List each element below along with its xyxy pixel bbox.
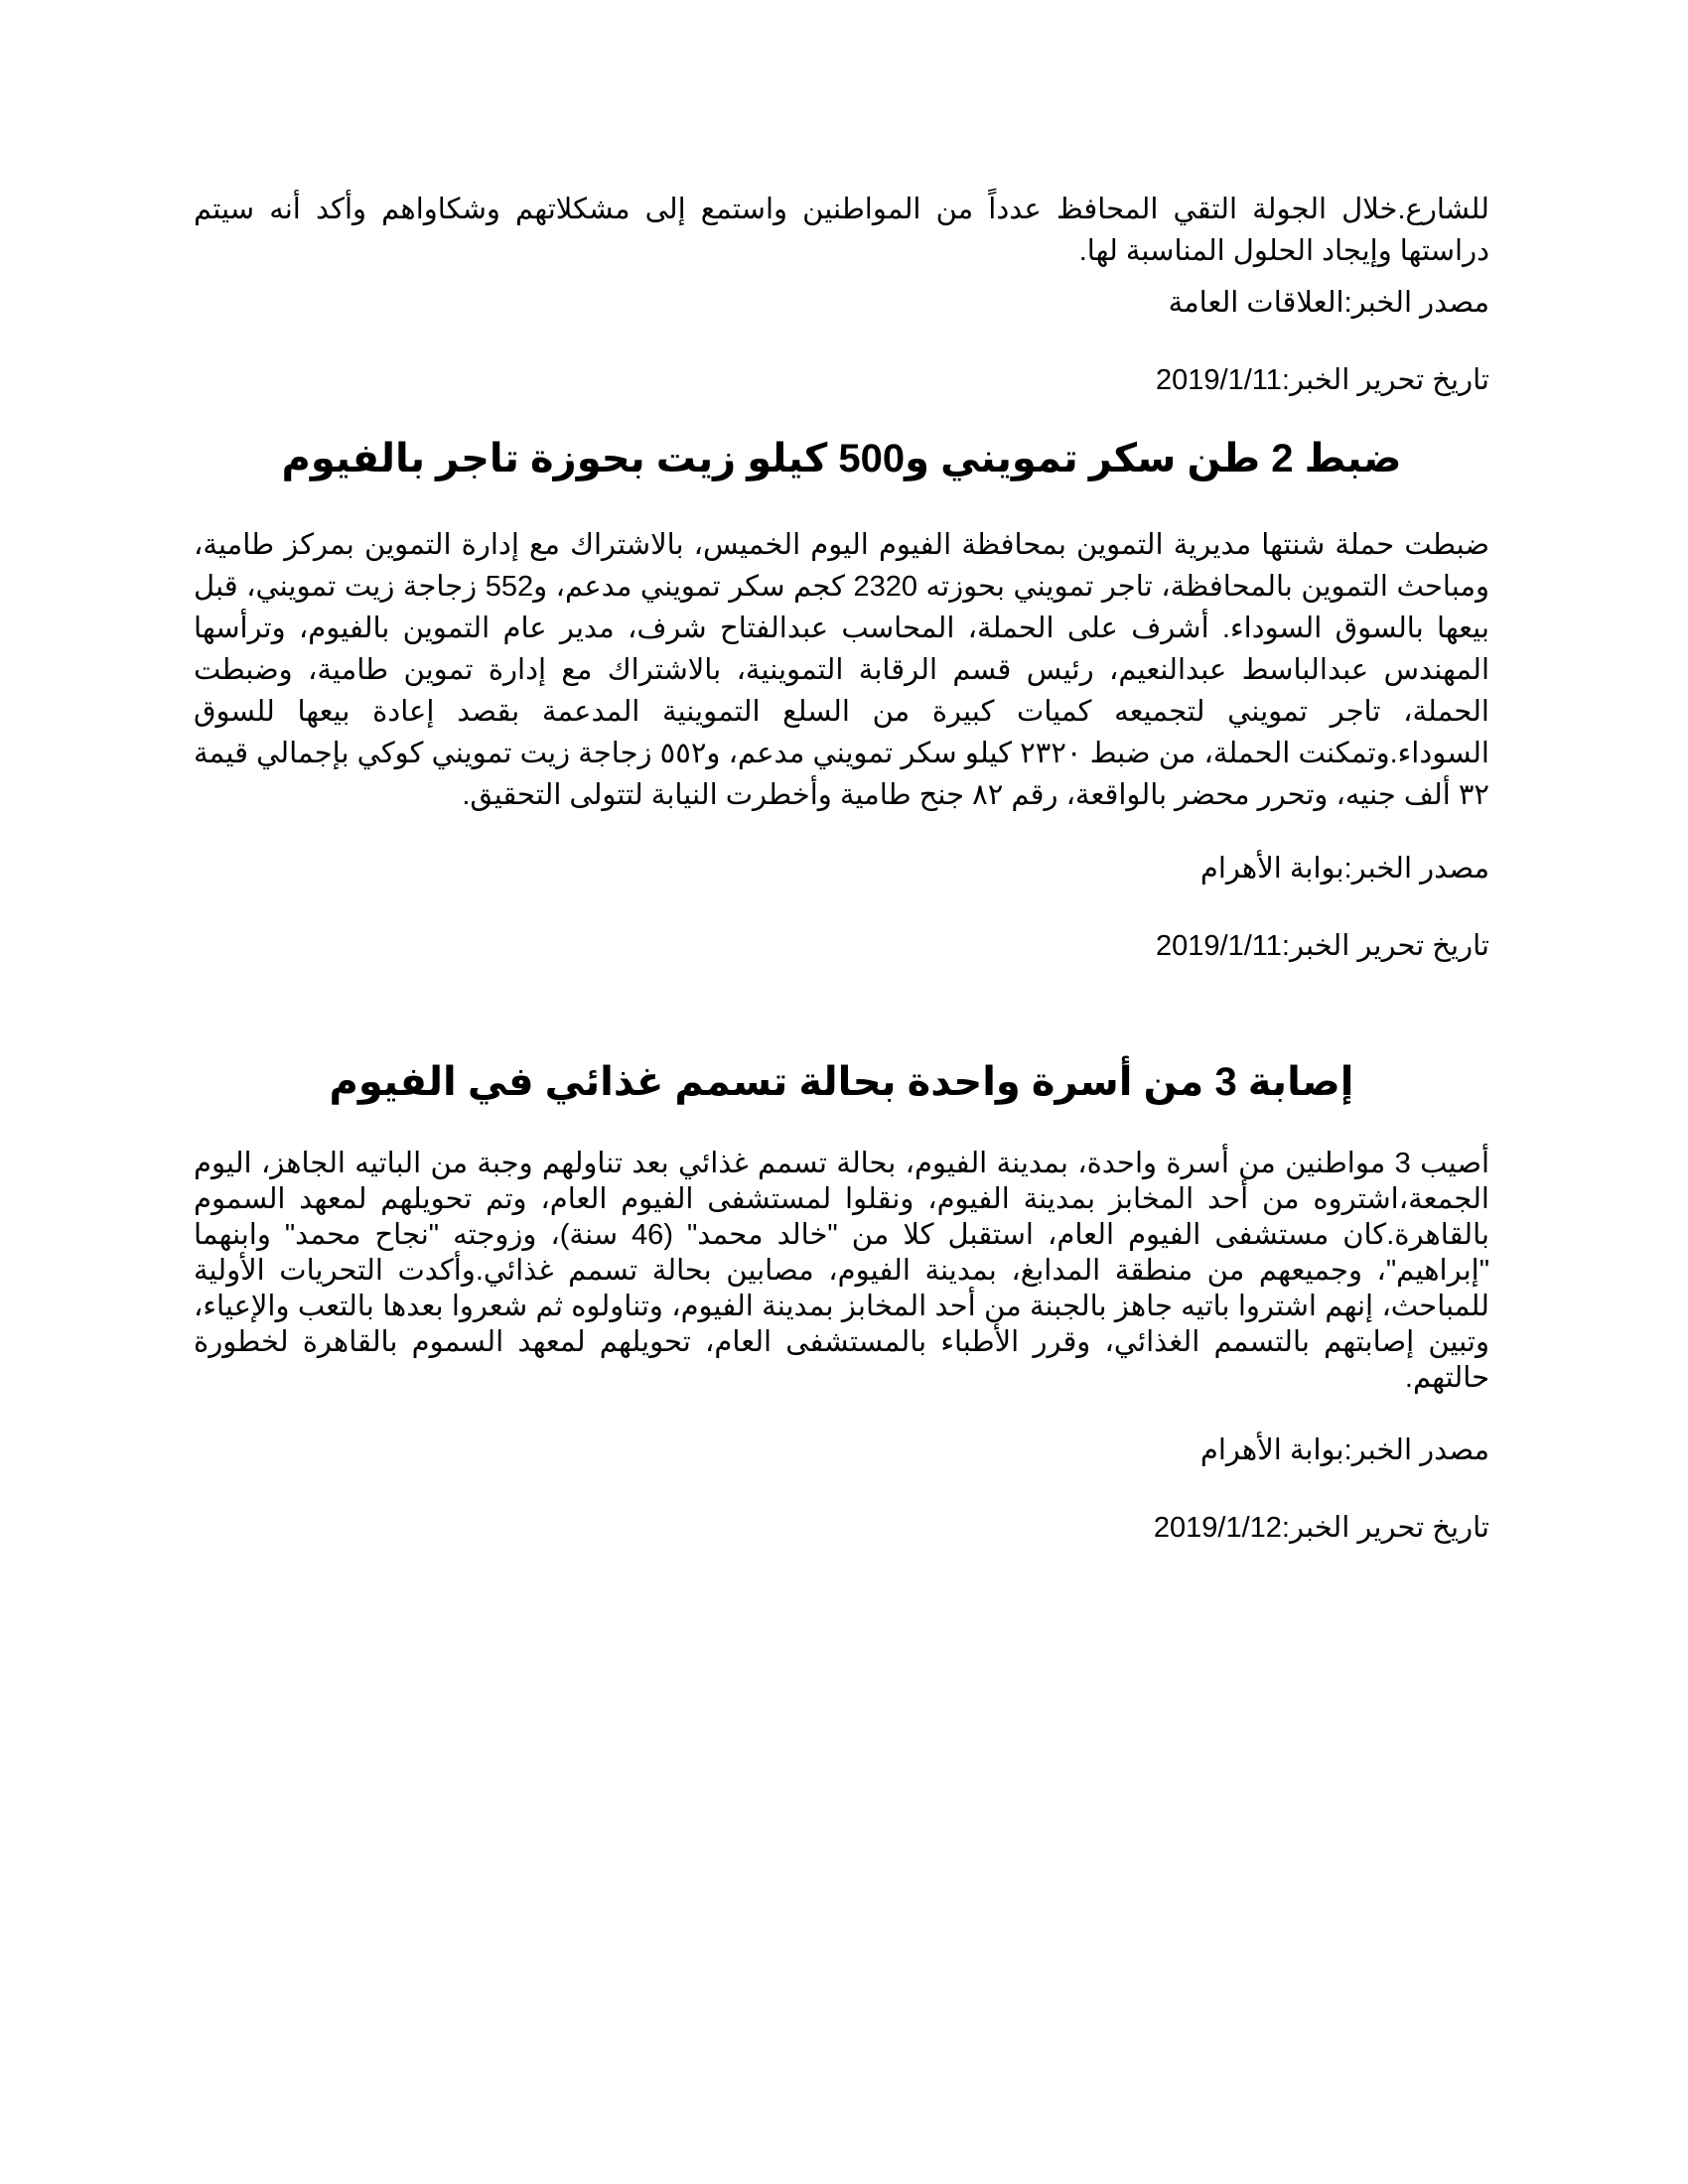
article-1-body: ضبطت حملة شنتها مديرية التموين بمحافظة الفيوم اليوم الخميس، بالاشتراك مع إدارة التموين بمركز طامية، ومباحث التموين بالمحافظة، تاجر تمويني بحوزته 2320 كجم سكر تمويني مدعم، و552 زجاجة زيت تمويني، قبل بيعها بالسوق السوداء. أشرف على الحملة، المحاسب عبدالفتاح شرف، مدير عام التموين بالفيوم، وترأسها المهندس عبدالباسط عبدالنعيم، رئيس قسم الرقابة التموينية، بالاشتراك مع إدارة تموين طامية، وضبطت الحملة، تاجر تمويني لتجميعه كميات كبيرة من السلع التموينية المدعمة بقصد إعادة بيعها للسوق السوداء.وتمكنت الحملة، من ضبط ٢٣٢٠ كيلو سكر تمويني مدعم، و٥٥٢ زجاجة زيت تمويني كوكي بإجمالي قيمة ٣٢ ألف جنيه، وتحرر محضر بالواقعة، رقم ٨٢ جنح طامية وأخطرت النيابة لتتولى التحقيق. bbox=[194, 529, 1489, 811]
intro-source: مصدر الخبر:العلاقات العامة bbox=[1168, 287, 1489, 319]
article-1-headline: ضبط 2 طن سكر تمويني و500 كيلو زيت بحوزة تاجر بالفيوم bbox=[281, 437, 1402, 480]
article-1-source: مصدر الخبر:بوابة الأهرام bbox=[1199, 853, 1489, 885]
article-2-date: تاريخ تحرير الخبر:2019/1/12 bbox=[1153, 1512, 1489, 1544]
article-2-body: أصيب 3 مواطنين من أسرة واحدة، بمدينة الفيوم، بحالة تسمم غذائي بعد تناولهم وجبة من الباتيه الجاهز، اليوم الجمعة،اشتروه من أحد المخابز بمدينة الفيوم، ونقلوا لمستشفى الفيوم العام، وتم تحويلهم لمعهد السموم بالقاهرة.كان مستشفى الفيوم العام، استقبل كلا من "خالد محمد" (46 سنة)، وزوجته "نجاح محمد" وابنهما "إبراهيم"، وجميعهم من منطقة المدابغ، بمدينة الفيوم، مصابين بحالة تسمم غذائي.وأكدت التحريات الأولية للمباحث، إنهم اشتروا باتيه جاهز بالجبنة من أحد المخابز بمدينة الفيوم، وتناولوه ثم شعروا بعدها بالتعب والإعياء، وتبين إصابتهم بالتسمم الغذائي، وقرر الأطباء بالمستشفى العام، تحويلهم لمعهد السموم بالقاهرة لخطورة حالتهم. bbox=[194, 1148, 1489, 1394]
article-2-headline: إصابة 3 من أسرة واحدة بحالة تسمم غذائي في الفيوم bbox=[329, 1060, 1354, 1104]
article-2-source: مصدر الخبر:بوابة الأهرام bbox=[1199, 1434, 1489, 1466]
document-page bbox=[194, 189, 1489, 1549]
article-1-date: تاريخ تحرير الخبر:2019/1/11 bbox=[1156, 930, 1489, 962]
intro-paragraph: للشارع.خلال الجولة التقي المحافظ عدداً من المواطنين واستمع إلى مشكلاتهم وشكاواهم وأكد أنه سيتم دراستها وإيجاد الحلول المناسبة لها. bbox=[194, 194, 1489, 267]
intro-date: تاريخ تحرير الخبر:2019/1/11 bbox=[1156, 364, 1489, 396]
